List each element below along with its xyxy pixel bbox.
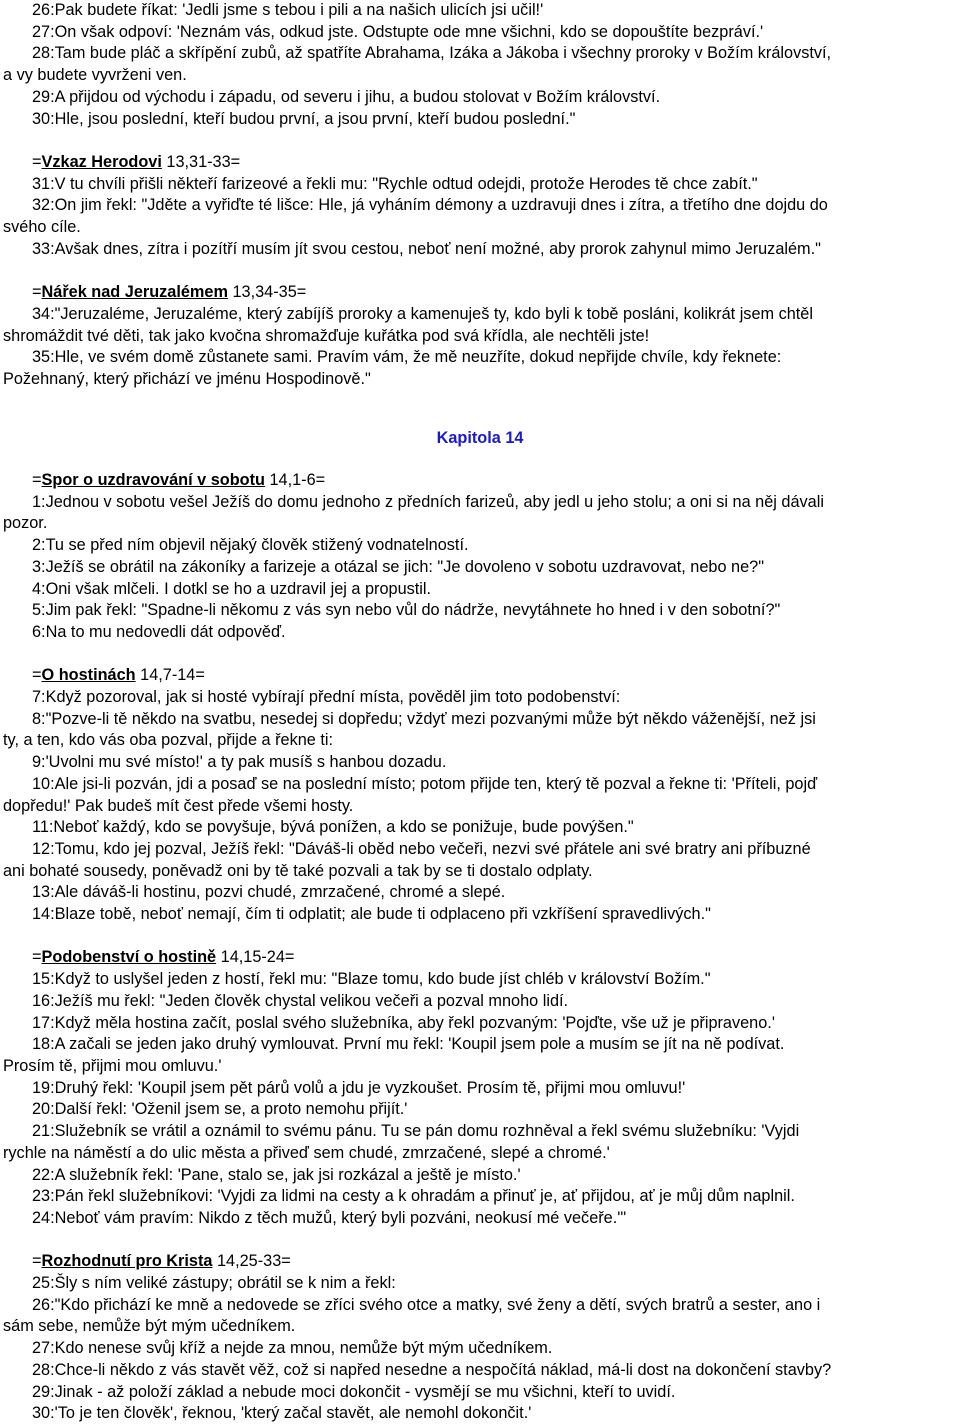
verse-line: 7:Když pozoroval, jak si hosté vybírají přední místa, pověděl jim toto podobenství: <box>32 688 621 707</box>
verse-line: 34:"Jeruzaléme, Jeruzaléme, který zabíjíš proroky a kamenuješ ty, kdo byli k tobě posláni, kolikrát jsem chtěl <box>32 304 813 323</box>
heading-prefix: = <box>32 948 42 967</box>
verse-continuation-line: shromáždit tvé děti, tak jako kvočna shromažďuje kuřátka pod svá křídla, ale nechtěli jste! <box>3 326 650 345</box>
section-gap <box>0 1230 960 1252</box>
heading-reference: 14,7-14= <box>135 666 205 685</box>
verse-line: 26:Pak budete říkat: 'Jedli jsme s tebou i pili a na našich ulicích jsi učil!' <box>32 1 544 19</box>
heading-prefix: = <box>32 152 42 171</box>
verse <box>0 347 960 390</box>
verse-continuation-line: svého cíle. <box>3 218 81 237</box>
verse <box>0 687 960 709</box>
heading-title: Rozhodnutí pro Krista <box>41 1252 213 1271</box>
verse-line: 9:'Uvolni mu své místo!' a ty pak musíš s hanbou dozadu. <box>32 753 447 772</box>
verse-continuation-line: a vy budete vyvrženi ven. <box>3 66 187 85</box>
verse-line: 15:Když to uslyšel jeden z hostí, řekl mu: "Blaze tomu, kdo bude jíst chléb v království Božím." <box>32 970 711 989</box>
heading-title: Vzkaz Herodovi <box>41 152 162 171</box>
section-heading <box>0 1251 960 1273</box>
verse-line: 29:Jinak - až položí základ a nebude moci dokončit - vysmějí se mu všichni, kteří to uvidí. <box>32 1382 676 1401</box>
verse-line: 27:On však odpoví: 'Neznám vás, odkud jste. Odstupte ode mne všichni, kdo se dopouštíte bezpráví.' <box>32 22 764 41</box>
verse <box>0 579 960 601</box>
verse <box>0 1186 960 1208</box>
verse <box>0 882 960 904</box>
verse-line: 35:Hle, ve svém domě zůstanete sami. Pravím vám, že mě neuzříte, dokud nepřijde chvíle, kdy řeknete: <box>32 348 782 367</box>
verse-line: 17:Když měla hostina začít, poslal svého služebníka, aby řekl pozvaným: 'Pojďte, vše už je připraveno.' <box>32 1013 775 1032</box>
section-gap <box>0 130 960 152</box>
verse-line: 33:Avšak dnes, zítra i pozítří musím jít svou cestou, neboť není možné, aby prorok zahynul mimo Jeruzalém." <box>32 239 821 258</box>
heading-prefix: = <box>32 283 42 302</box>
verse-line: 8:"Pozve-li tě někdo na svatbu, nesedej si dopředu; vždyť mezi pozvanými může být někdo váženější, než jsi <box>32 709 816 728</box>
verse <box>0 1165 960 1187</box>
verse <box>0 87 960 109</box>
verse-line: 21:Služebník se vrátil a oznámil to svému pánu. Tu se pán domu rozhněval a řekl svému služebníku: 'Vyjdi <box>32 1122 800 1141</box>
verse <box>0 557 960 579</box>
verse <box>0 1360 960 1382</box>
verse <box>0 492 960 535</box>
verse-line: 30:'To je ten člověk', řeknou, 'který začal stavět, ale nemohl dokončit.' <box>32 1404 532 1423</box>
verse-continuation-line: pozor. <box>3 514 48 533</box>
section-gap <box>0 644 960 666</box>
verse <box>0 1013 960 1035</box>
verse-line: 6:Na to mu nedovedli dát odpověď. <box>32 622 286 641</box>
verse-line: 32:On jim řekl: "Jděte a vyřiďte té lišce: Hle, já vyháním démony a uzdravuji dnes i zítra, a třetího dne dojdu do <box>32 196 828 215</box>
verse <box>0 1121 960 1164</box>
section-gap <box>0 926 960 948</box>
verse <box>0 1099 960 1121</box>
verse-continuation-line: ty, a ten, kdo vás oba pozval, přijde a řekne ti: <box>3 731 334 750</box>
chapter-passage-block <box>0 470 960 1425</box>
section-heading <box>0 282 960 304</box>
verse-line: 20:Další řekl: 'Oženil jsem se, a proto nemohu přijít.' <box>32 1100 408 1119</box>
verse <box>0 0 960 22</box>
heading-reference: 13,31-33= <box>161 152 241 171</box>
verse <box>0 239 960 261</box>
verse <box>0 600 960 622</box>
verse-line: 31:V tu chvíli přišli někteří farizeové a řekli mu: "Rychle odtud odejdi, protože Herodes tě chce zabít." <box>32 174 758 193</box>
verse-line: 16:Ježíš mu řekl: "Jeden člověk chystal velikou večeři a pozval mnoho lidí. <box>32 991 569 1010</box>
verse-line: 12:Tomu, kdo jej pozval, Ježíš řekl: "Dáváš-li oběd nebo večeři, nezvi své přátele ani své bratry ani příbuzné <box>32 839 811 858</box>
verse <box>0 752 960 774</box>
heading-prefix: = <box>32 471 42 489</box>
verse-line: 2:Tu se před ním objevil nějaký člověk stižený vodnatelností. <box>32 536 469 555</box>
verse-line: 13:Ale dáváš-li hostinu, pozvi chudé, zmrzačené, chromé a slepé. <box>32 883 506 902</box>
heading-title: Spor o uzdravování v sobotu <box>41 471 265 489</box>
verse-line: 14:Blaze tobě, neboť nemají, čím ti odplatit; ale bude ti odplaceno při vzkříšení spravedlivých." <box>32 905 711 924</box>
heading-reference: 14,1-6= <box>264 471 326 489</box>
verse-continuation-line: sám sebe, nemůže být mým učedníkem. <box>3 1317 296 1336</box>
verse-continuation-line: Prosím tě, přijmi mou omluvu.' <box>3 1056 222 1075</box>
heading-prefix: = <box>32 666 42 685</box>
heading-reference: 13,34-35= <box>227 283 307 302</box>
verse-line: 24:Neboť vám pravím: Nikdo z těch mužů, který byli pozváni, neokusí mé večeře.'" <box>32 1208 627 1227</box>
verse <box>0 817 960 839</box>
verse-line: 22:A služebník řekl: 'Pane, stalo se, jak jsi rozkázal a ještě je místo.' <box>32 1165 521 1184</box>
verse-line: 28:Tam bude pláč a skřípění zubů, až spatříte Abrahama, Izáka a Jákoba i všechny proroky v Božím království, <box>32 44 832 63</box>
verse-line: 26:"Kdo přichází ke mně a nedovede se zříci svého otce a matky, své ženy a dětí, svých bratrů a sester, ano i <box>32 1295 821 1314</box>
verse-line: 11:Neboť každý, kdo se povyšuje, bývá ponížen, a kdo se ponižuje, bude povýšen." <box>32 818 634 837</box>
verse-line: 3:Ježíš se obrátil na zákoníky a farizeje a otázal se jich: "Je dovoleno v sobotu uzdravovat, nebo ne?" <box>32 557 764 576</box>
verse <box>0 709 960 752</box>
verse <box>0 904 960 926</box>
verse <box>0 969 960 991</box>
heading-reference: 14,25-33= <box>212 1252 291 1271</box>
section-heading <box>0 947 960 969</box>
verse <box>0 535 960 557</box>
heading-prefix: = <box>32 1252 42 1271</box>
verse-continuation-line: rychle na náměstí a do ulic města a přiveď sem chudé, zmrzačené, slepé a chromé.' <box>3 1143 610 1162</box>
verse <box>0 622 960 644</box>
verse-continuation-line: Požehnaný, který přichází ve jménu Hospodinově." <box>3 369 371 388</box>
verse-continuation-line: dopředu!' Pak budeš mít čest přede všemi hosty. <box>3 796 354 815</box>
verse <box>0 1382 960 1404</box>
heading-title: Podobenství o hostině <box>41 948 217 967</box>
verse <box>0 43 960 86</box>
section-heading <box>0 152 960 174</box>
verse-line: 5:Jim pak řekl: "Spadne-li někomu z vás syn nebo vůl do nádrže, nevytáhnete ho hned i v den sobotní?" <box>32 601 781 620</box>
verse-line: 29:A přijdou od východu i západu, od severu i jihu, a budou stolovat v Božím království. <box>32 87 661 106</box>
section-heading <box>0 470 960 492</box>
verse-line: 23:Pán řekl služebníkovi: 'Vyjdi za lidmi na cesty a k ohradám a přinuť je, ať přijdou, ať je můj dům naplnil. <box>32 1187 795 1206</box>
verse <box>0 1078 960 1100</box>
verse-line: 4:Oni však mlčeli. I dotkl se ho a uzdravil jej a propustil. <box>32 579 432 598</box>
verse <box>0 22 960 44</box>
verse <box>0 1403 960 1425</box>
verse <box>0 1295 960 1338</box>
verse <box>0 839 960 882</box>
verse-line: 19:Druhý řekl: 'Koupil jsem pět párů volů a jdu je vyzkoušet. Prosím tě, přijmi mou omluvu!' <box>32 1078 686 1097</box>
verse-line: 28:Chce-li někdo z vás stavět věž, což si napřed nesedne a nespočítá náklad, má-li dost na dokončení stavby? <box>32 1360 832 1379</box>
verse <box>0 1208 960 1230</box>
heading-title: Nářek nad Jeruzalémem <box>41 283 228 302</box>
section-gap <box>0 260 960 282</box>
verse <box>0 1338 960 1360</box>
passage-block <box>0 0 960 391</box>
verse <box>0 1034 960 1077</box>
verse-line: 18:A začali se jeden jako druhý vymlouvat. První mu řekl: 'Koupil jsem pole a musím se jít na ně podívat. <box>32 1035 785 1054</box>
verse-continuation-line: ani bohaté sousedy, poněvadž oni by tě také pozvali a tak by se ti dostalo odplaty. <box>3 861 593 880</box>
verse <box>0 991 960 1013</box>
verse-line: 30:Hle, jsou poslední, kteří budou první, a jsou první, kteří budou poslední." <box>32 109 576 128</box>
verse <box>0 109 960 131</box>
verse <box>0 304 960 347</box>
section-heading <box>0 665 960 687</box>
chapter-title: Kapitola 14 <box>436 429 524 447</box>
verse-line: 10:Ale jsi-li pozván, jdi a posaď se na poslední místo; potom přijde ten, který tě pozval a řekne ti: 'Příteli, pojď <box>32 774 818 793</box>
verse-line: 27:Kdo nenese svůj kříž a nejde za mnou, nemůže být mým učedníkem. <box>32 1339 553 1358</box>
heading-reference: 14,15-24= <box>216 948 295 967</box>
verse <box>0 1273 960 1295</box>
heading-title: O hostinách <box>41 666 136 685</box>
verse <box>0 195 960 238</box>
verse-line: 1:Jednou v sobotu vešel Ježíš do domu jednoho z předních farizeů, aby jedl u jeho stolu; a oni si na něj dávali <box>32 492 824 511</box>
verse <box>0 774 960 817</box>
verse-line: 25:Šly s ním veliké zástupy; obrátil se k nim a řekl: <box>32 1274 396 1293</box>
verse <box>0 174 960 196</box>
